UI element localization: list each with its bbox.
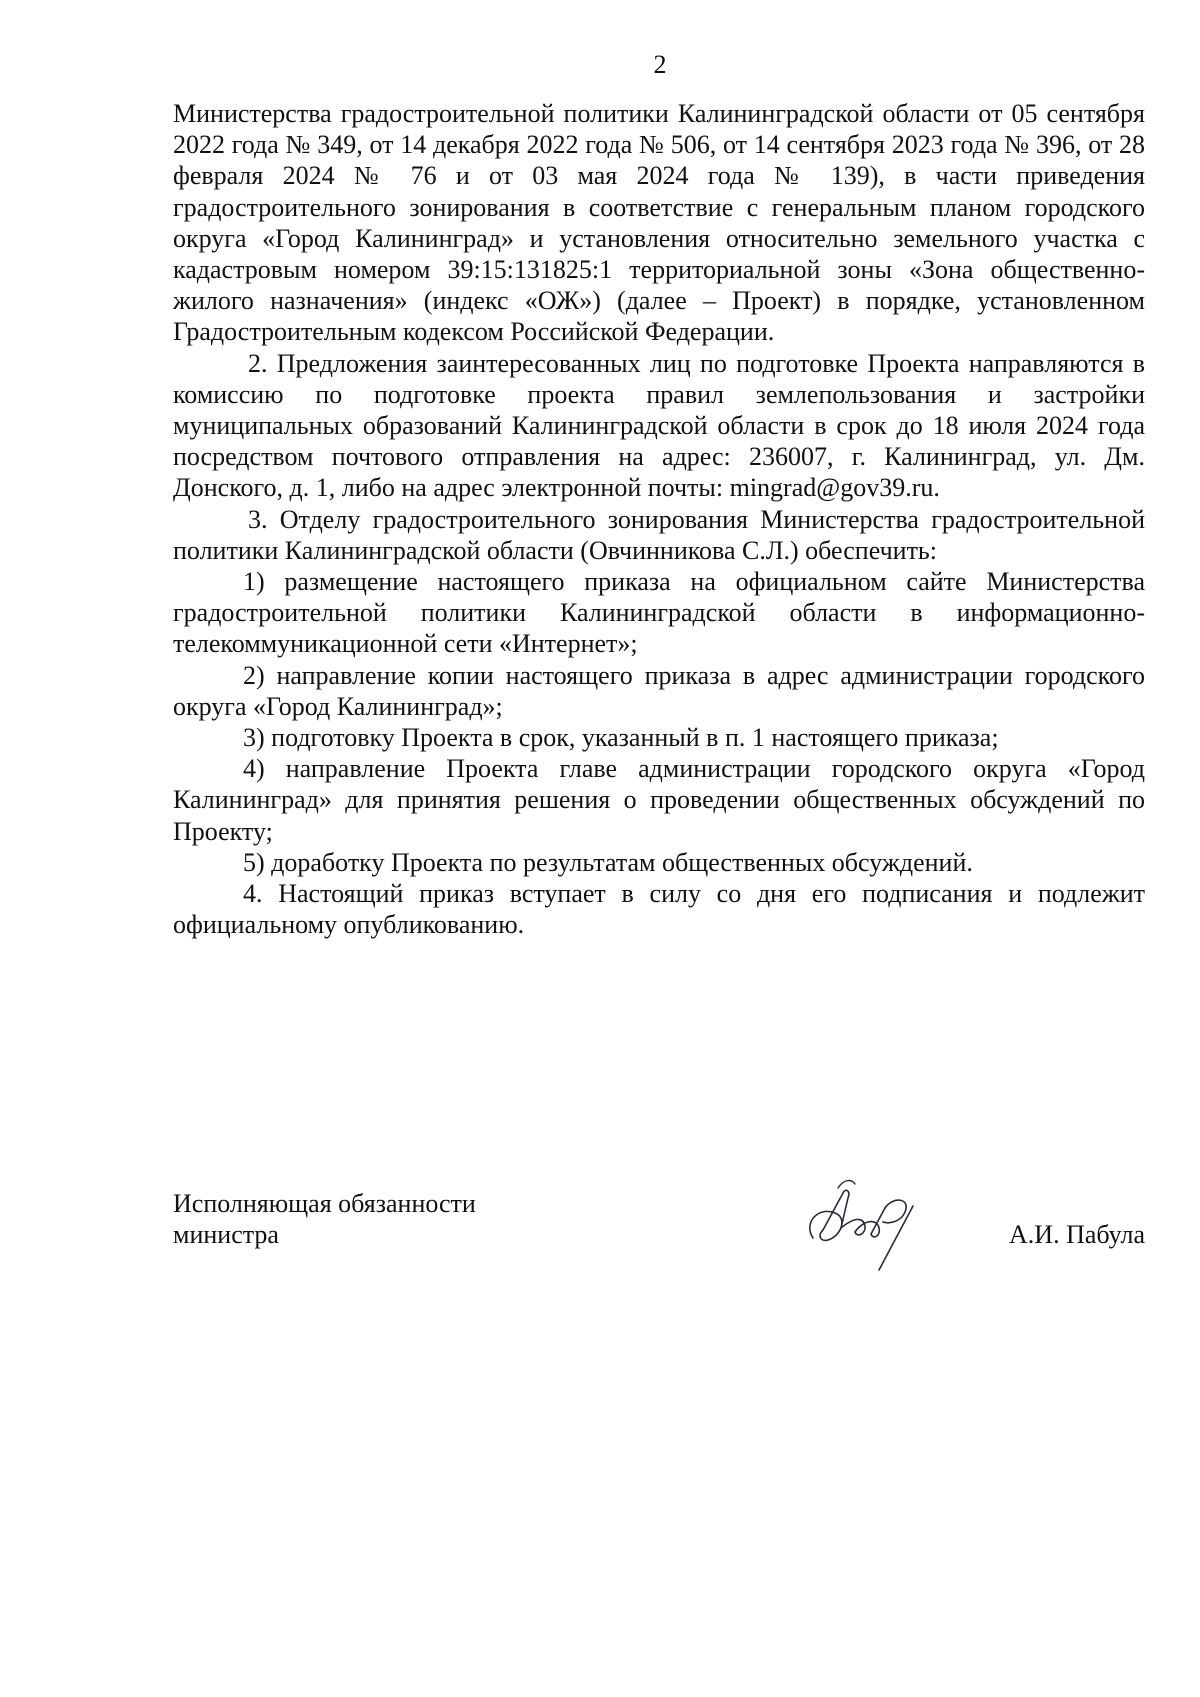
- subitem-4: 4) направление Проекта главе администрации городского округа «Город Калининград» для принятия решения о проведении общественных обсуждений по Проекту;: [173, 754, 1145, 846]
- subitem-5: 5) доработку Проекта по результатам общественных обсуждений.: [243, 847, 973, 877]
- document-body: [173, 98, 1145, 940]
- signatory-role-line1: Исполняющая обязанности: [173, 1189, 476, 1218]
- subitem-2: 2) направление копии настоящего приказа в адрес администрации городского округа «Город Калининград»;: [173, 660, 1145, 721]
- paragraph-item-3: 3. Отделу градостроительного зонирования Министерства градостроительной политики Калининградской области (Овчинникова С.Л.) обеспечить:: [173, 504, 1145, 565]
- paragraph-continuation: Министерства градостроительной политики Калининградской области от 05 сентября 2022 года № 349, от 14 декабря 2022 года № 506, от 14 сентября 2023 года № 396, от 28 февраля 2024 № 76 и от 03 мая 2024 года № 139), в части приведения градостроительного зонирования в соответствие с генеральным планом городского округа «Город Калининград» и установления относительно земельного участка с кадастровым номером 39:15:131825:1 территориальной зоны «Зона общественно-жилого назначения» (индекс «ОЖ») (далее – Проект) в порядке, установленном Градостроительным кодексом Российской Федерации.: [173, 99, 1145, 347]
- paragraph-item-2: 2. Предложения заинтересованных лиц по подготовке Проекта направляются в комиссию по подготовке проекта правил землепользования и застройки муниципальных образований Калининградской области в срок до 18 июля 2024 года посредством почтового отправления на адрес: 236007, г. Калининград, ул. Дм. Донского, д. 1, либо на адрес электронной почты: mingrad@gov39.ru.: [173, 348, 1145, 503]
- paragraph-item-4: 4. Настоящий приказ вступает в силу со дня его подписания и подлежит официальному опубликованию.: [173, 879, 1145, 940]
- handwritten-signature: [793, 1168, 943, 1278]
- subitem-1: 1) размещение настоящего приказа на официальном сайте Министерства градостроительной политики Калининградской области в информационно-телекоммуникационной сети «Интернет»;: [173, 567, 1145, 659]
- signatory-name: А.И. Пабула: [1009, 1220, 1145, 1249]
- signature-block: [173, 1188, 1145, 1268]
- page-number: 2: [653, 50, 667, 79]
- subitem-3: 3) подготовку Проекта в срок, указанный в п. 1 настоящего приказа;: [243, 723, 999, 753]
- signatory-role: [173, 1188, 476, 1250]
- signatory-role-line2: министра: [173, 1220, 279, 1249]
